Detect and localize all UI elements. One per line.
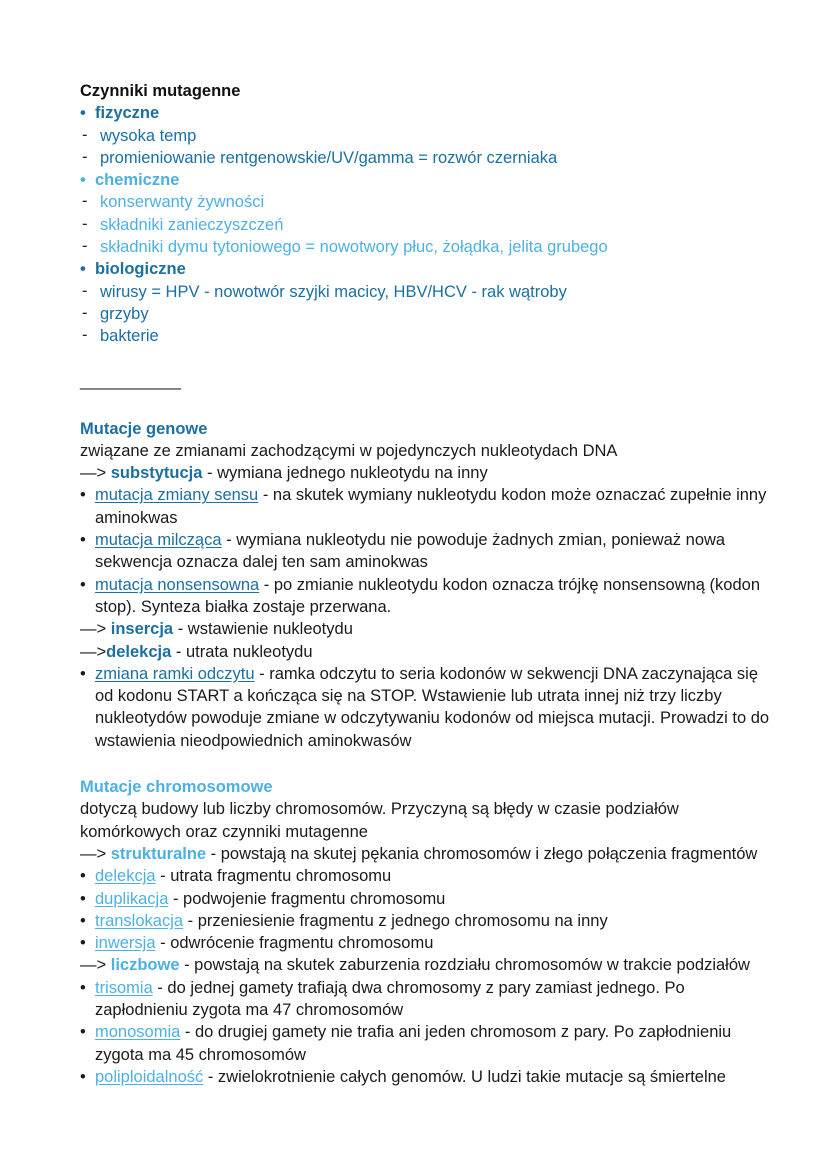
section-title-chromosomal-mutations: Mutacje chromosomowe xyxy=(80,778,273,797)
arrow: —> xyxy=(80,844,107,863)
document-page xyxy=(80,80,780,1088)
list-item: - składniki zanieczyszczeń xyxy=(80,214,780,236)
term-insercja: insercja xyxy=(110,620,174,639)
section-intro: związane ze zmianami zachodzącymi w pojedynczych nukleotydach DNA xyxy=(80,441,618,460)
list-item: • poliploidalność - zwielokrotnienie całych genomów. U ludzi takie mutacje są śmiertelne xyxy=(80,1066,780,1088)
term-link: delekcja xyxy=(95,867,156,886)
list-item: - bakterie xyxy=(80,325,780,347)
list-item: • duplikacja - podwojenie fragmentu chromosomu xyxy=(80,888,780,910)
term-link: mutacja zmiany sensu xyxy=(95,486,259,505)
subtype-line: —> substytucja - wymiana jednego nukleotydu na inny xyxy=(80,464,488,483)
subtype-line: —> insercja - wstawienie nukleotydu xyxy=(80,620,353,639)
section-title-gene-mutations: Mutacje genowe xyxy=(80,419,208,438)
list-item: • inwersja - odwrócenie fragmentu chromosomu xyxy=(80,932,780,954)
subtype-line: —> liczbowe - powstają na skutek zaburzenia rozdziału chromosomów w trakcie podziałów xyxy=(80,956,750,975)
term-link: monosomia xyxy=(95,1023,181,1042)
section-title-mutagens: Czynniki mutagenne xyxy=(80,82,241,100)
subtype-line: —> strukturalne - powstają na skutej pękania chromosomów i złego połączenia fragmentów xyxy=(80,844,758,863)
list-item: - grzyby xyxy=(80,303,780,325)
arrow: —> xyxy=(80,620,107,639)
list-item: • mutacja zmiany sensu - na skutek wymiany nukleotydu kodon może oznaczać zupełnie inny aminokwas xyxy=(80,484,780,529)
list-item: - wysoka temp xyxy=(80,125,780,147)
term-link: inwersja xyxy=(95,934,156,953)
term-link: mutacja nonsensowna xyxy=(95,575,260,594)
category-chemical: • chemiczne xyxy=(80,169,780,191)
separator-line: ___________ xyxy=(80,371,181,390)
list-item: - promieniowanie rentgenowskie/UV/gamma = rozwór czerniaka xyxy=(80,147,780,169)
term-link: mutacja milcząca xyxy=(95,531,222,550)
term-link: trisomia xyxy=(95,978,153,997)
term-link: zmiana ramki odczytu xyxy=(95,664,255,683)
subtype-line: —>delekcja - utrata nukleotydu xyxy=(80,642,313,661)
arrow: —> xyxy=(80,956,107,975)
list-item: • monosomia - do drugiej gamety nie trafia ani jeden chromosom z pary. Po zapłodnieniu zygota ma 45 chromosomów xyxy=(80,1021,780,1066)
list-item: • trisomia - do jednej gamety trafiają dwa chromosomy z pary zamiast jednego. Po zapłodnieniu zygota ma 47 chromosomów xyxy=(80,977,780,1022)
list-item: • mutacja nonsensowna - po zmianie nukleotydu kodon oznacza trójkę nonsensowną (kodon stop). Synteza białka zostaje przerwana. xyxy=(80,574,780,619)
term-strukturalne: strukturalne xyxy=(110,844,207,863)
list-item: - konserwanty żywności xyxy=(80,191,780,213)
term-link: poliploidalność xyxy=(95,1067,204,1086)
arrow: —> xyxy=(80,464,107,483)
list-item: - wirusy = HPV - nowotwór szyjki macicy, HBV/HCV - rak wątroby xyxy=(80,281,780,303)
category-biological: • biologiczne xyxy=(80,258,780,280)
term-delekcja: delekcja xyxy=(106,642,172,661)
term-substytucja: substytucja xyxy=(110,464,203,483)
list-item: • zmiana ramki odczytu - ramka odczytu to seria kodonów w sekwencji DNA zaczynająca się od kodonu START a kończąca się na STOP. Wstawienie lub utrata innej niż trzy liczby nukleotydów powoduje zmiane w odczytywaniu kodonów od miejsca mutacji. Prowadzi to do wstawienia nieodpowiednich aminokwasów xyxy=(80,663,780,752)
section-intro: dotyczą budowy lub liczby chromosomów. Przyczyną są błędy w czasie podziałów komórkowych oraz czynniki mutagenne xyxy=(80,800,679,841)
category-physical: • fizyczne xyxy=(80,102,780,124)
list-item: • translokacja - przeniesienie fragmentu z jednego chromosomu na inny xyxy=(80,910,780,932)
list-item: • mutacja milcząca - wymiana nukleotydu nie powoduje żadnych zmian, ponieważ nowa sekwencja oznacza dalej ten sam aminokwas xyxy=(80,529,780,574)
term-link: duplikacja xyxy=(95,889,169,908)
term-link: translokacja xyxy=(95,911,184,930)
list-item: • delekcja - utrata fragmentu chromosomu xyxy=(80,865,780,887)
arrow: —> xyxy=(80,642,107,661)
term-liczbowe: liczbowe xyxy=(110,956,180,975)
list-item: - składniki dymu tytoniowego = nowotwory płuc, żołądka, jelita grubego xyxy=(80,236,780,258)
